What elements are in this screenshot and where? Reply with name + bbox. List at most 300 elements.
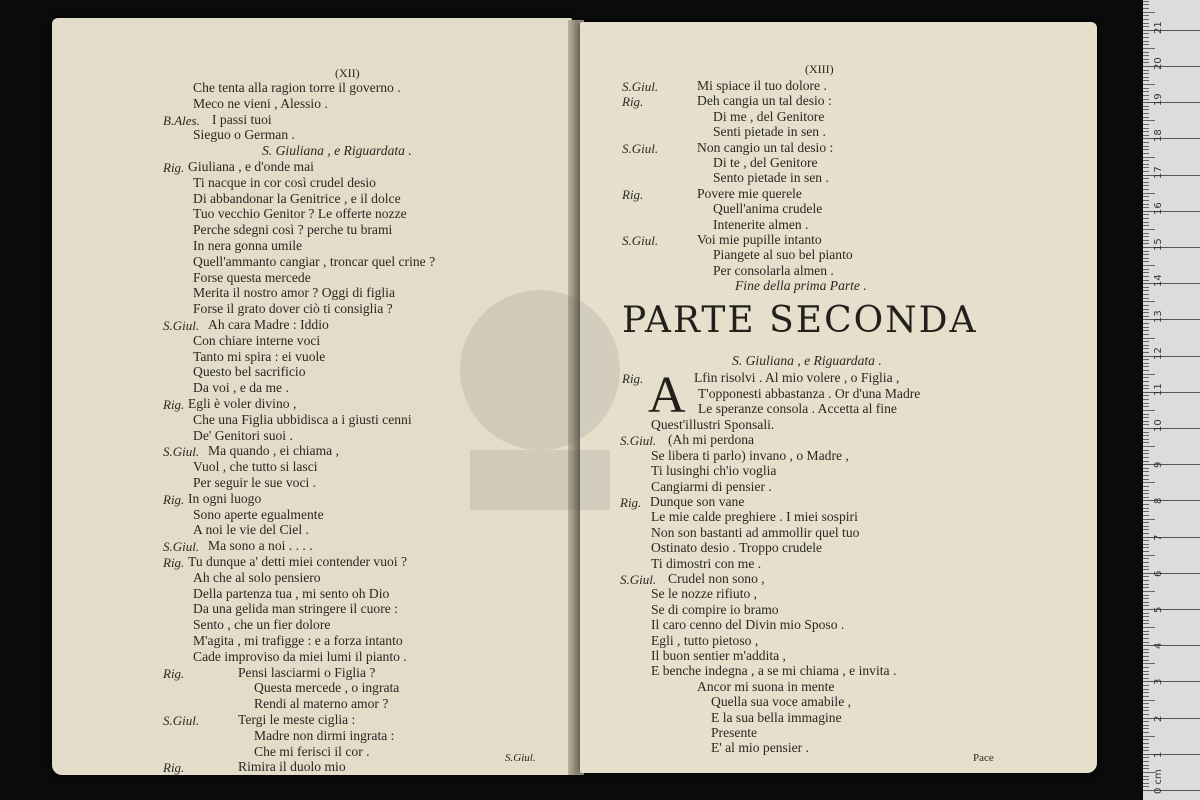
ruler-mm-tick [1143,33,1149,34]
ruler-mm-tick [1143,48,1155,49]
ruler-mm-tick [1143,403,1149,404]
speaker-label: Rig. [163,397,185,412]
ruler-mm-tick [1143,533,1149,534]
ruler-label: 13 [1153,310,1164,324]
right-folio: (XIII) [805,62,834,76]
ruler-label: 8 [1153,498,1164,505]
ruler-mm-tick [1143,233,1149,234]
ruler-mm-tick [1143,77,1149,78]
ruler-mm-tick [1143,747,1149,748]
ruler-mm-tick [1143,551,1149,552]
ruler-mm-tick [1143,272,1149,273]
ruler-mm-tick [1143,421,1149,422]
ruler-mm-tick [1143,341,1149,342]
verse-line: Non cangio un tal desio : [697,139,834,155]
ruler-cm-mark [1143,790,1200,791]
right-catchword: Pace [973,752,994,764]
ruler-mm-tick [1143,453,1149,454]
ruler-mm-tick [1143,193,1155,194]
ruler-label: 19 [1153,93,1164,107]
verse-line: Con chiare interne voci [193,332,321,348]
speaker-label: S.Giul. [622,140,659,156]
ruler-mm-tick [1143,113,1149,114]
speaker-label: Rig. [622,186,644,202]
verse-line: Sento , che un fier dolore [193,617,331,633]
speaker-label: S.Giul. [622,233,659,248]
ruler-mm-tick [1143,576,1149,577]
speaker-label: S.Giul. [620,572,657,587]
ruler-label: 3 [1153,679,1164,686]
ruler-mm-tick [1143,196,1149,197]
verse-line: Ti nacque in cor così crudel desio [193,174,376,190]
ruler-mm-tick [1143,309,1149,310]
ruler-mm-tick [1143,598,1149,599]
ruler-mm-tick [1143,301,1155,302]
ruler-mm-tick [1143,631,1149,632]
ruler-mm-tick [1143,544,1149,545]
verse-line: Tanto mi spira : ei vuole [193,348,326,364]
verse-line: Intenerite almen . [713,216,809,232]
verse-line: Di me , del Genitore [713,108,825,124]
ruler-mm-tick [1143,312,1149,313]
ruler-mm-tick [1143,529,1149,530]
ruler-mm-tick [1143,783,1149,784]
ruler-mm-tick [1143,91,1149,92]
ruler-mm-tick [1143,435,1149,436]
ruler-mm-tick [1143,671,1149,672]
verse-line: E la sua bella immagine [711,709,842,725]
left-folio: (XII) [335,66,360,80]
ruler-mm-tick [1143,41,1149,42]
ruler-mm-tick [1143,642,1149,643]
ruler-mm-tick [1143,685,1149,686]
ruler-cm-mark [1143,356,1200,357]
ruler-mm-tick [1143,479,1149,480]
verse-line: Rendi al materno amor ? [254,696,389,712]
ruler-cm-mark [1143,500,1200,501]
ruler-mm-tick [1143,660,1149,661]
ruler-mm-tick [1143,406,1149,407]
ruler-mm-tick [1143,555,1155,556]
verse-line: Da una gelida man stringere il cuore : [193,601,398,617]
ruler-mm-tick [1143,330,1149,331]
verse-line: T'opponesti abbastanza . Or d'una Madre [698,385,921,401]
ruler-mm-tick [1143,334,1149,335]
speaker-label: S.Giul. [163,444,200,460]
ruler-label: 17 [1153,165,1164,179]
verse-line: Per seguir le sue voci . [193,475,317,490]
speaker-label: S.Giul. [163,318,200,333]
verse-line: Ah cara Madre : Iddio [208,317,329,332]
ruler-mm-tick [1143,258,1149,259]
speaker-label: S.Giul. [163,539,200,555]
ruler-mm-tick [1143,88,1149,89]
ruler-mm-tick [1143,70,1149,71]
ruler-mm-tick [1143,689,1149,690]
ruler-mm-tick [1143,200,1149,201]
verse-line: Questa mercede , o ingrata [254,680,400,696]
ruler-mm-tick [1143,739,1149,740]
ruler-mm-tick [1143,667,1149,668]
ruler-mm-tick [1143,674,1149,675]
verse-line: Egli , tutto pietoso , [651,632,759,648]
verse-line: Giuliana , e d'onde mai [188,159,314,174]
ruler-mm-tick [1143,442,1149,443]
stage-direction: Fine della prima Parte . [735,278,867,294]
ruler-label: 18 [1153,129,1164,143]
ruler-mm-tick [1143,214,1149,215]
ruler-mm-tick [1143,475,1149,476]
ruler-cm-mark [1143,319,1200,320]
ruler-mm-tick [1143,80,1149,81]
ruler-mm-tick [1143,414,1149,415]
ruler-cm-mark [1143,754,1200,755]
speaker-label: Rig. [163,555,185,570]
ruler-cm-mark [1143,175,1200,176]
ruler-cm-mark [1143,609,1200,610]
ruler-mm-tick [1143,106,1149,107]
ruler-mm-tick [1143,446,1155,447]
ruler-mm-tick [1143,236,1149,237]
verse-line: Ostinato desio . Troppo crudele [651,540,823,556]
verse-line: Quest'illustri Sponsali. [651,417,775,432]
verse-line: Forse il grato dover ciò ti consiglia ? [193,301,393,317]
ruler-mm-tick [1143,497,1149,498]
ruler-mm-tick [1143,399,1149,400]
ruler-label: 0 cm [1153,769,1164,794]
stage-direction: S. Giuliana , e Riguardata . [732,353,882,368]
ruler-mm-tick [1143,768,1149,769]
ruler-label: 6 [1153,570,1164,577]
ruler-label: 21 [1153,21,1164,34]
ruler-mm-tick [1143,424,1149,425]
ruler-mm-tick [1143,620,1149,621]
ruler-cm-mark [1143,247,1200,248]
ruler-mm-tick [1143,62,1149,63]
ruler-mm-tick [1143,269,1149,270]
ruler-cm-mark [1143,102,1200,103]
ruler-mm-tick [1143,135,1149,136]
ruler-mm-tick [1143,580,1149,581]
ruler-mm-tick [1143,26,1149,27]
speaker-label: Rig. [163,160,185,175]
verse-line: Che mi ferisci il cor . [254,743,370,759]
verse-line: Non son bastanti ad ammollir quel tuo [651,524,860,540]
ruler-mm-tick [1143,602,1149,603]
verse-line: Da voi , e da me . [193,380,289,396]
ruler-mm-tick [1143,95,1149,96]
ruler-mm-tick [1143,366,1149,367]
drop-capital: A [648,367,686,424]
ruler-mm-tick [1143,558,1149,559]
ruler-mm-tick [1143,721,1149,722]
ruler-mm-tick [1143,388,1149,389]
ruler-mm-tick [1143,374,1155,375]
measuring-ruler [1143,0,1200,800]
ruler-mm-tick [1143,678,1149,679]
ruler-label: 15 [1153,238,1164,251]
ruler-mm-tick [1143,761,1149,762]
verse-line: Deh cangia un tal desio : [697,93,832,109]
ruler-mm-tick [1143,52,1149,53]
ruler-mm-tick [1143,120,1155,121]
ruler-mm-tick [1143,490,1149,491]
ruler-mm-tick [1143,265,1155,266]
ruler-mm-tick [1143,627,1155,628]
ruler-mm-tick [1143,395,1149,396]
ruler-mm-tick [1143,207,1149,208]
verse-line: E' al mio pensier . [711,740,809,756]
ruler-label: 11 [1153,383,1164,396]
ruler-mm-tick [1143,526,1149,527]
verse-line: (Ah mi perdona [668,432,755,448]
ruler-mm-tick [1143,562,1149,563]
ruler-mm-tick [1143,222,1149,223]
ruler-mm-tick [1143,131,1149,132]
verse-line: Senti pietade in sen . [713,124,826,140]
ruler-mm-tick [1143,439,1149,440]
verse-line: Madre non dirmi ingrata : [254,727,395,743]
ruler-mm-tick [1143,167,1149,168]
verse-line: Crudel non sono , [668,571,765,586]
verse-line: Cade improviso da miei lumi il pianto . [193,648,407,664]
ruler-mm-tick [1143,461,1149,462]
ruler-mm-tick [1143,59,1149,60]
ruler-cm-mark [1143,283,1200,284]
verse-line: Se le nozze rifiuto , [651,586,758,602]
ruler-mm-tick [1143,595,1149,596]
ruler-mm-tick [1143,276,1149,277]
verse-line: Per consolarla almen . [713,262,834,278]
ruler-mm-tick [1143,84,1155,85]
verse-line: Tu dunque a' detti miei contender vuoi ? [188,554,408,569]
ruler-mm-tick [1143,229,1155,230]
ruler-mm-tick [1143,99,1149,100]
verse-line: Pensi lasciarmi o Figlia ? [238,664,376,680]
verse-line: Ti lusinghi ch'io voglia [651,463,777,479]
ruler-mm-tick [1143,486,1149,487]
ruler-mm-tick [1143,185,1149,186]
ruler-mm-tick [1143,345,1149,346]
ruler-mm-tick [1143,493,1149,494]
ruler-mm-tick [1143,725,1149,726]
ruler-mm-tick [1143,616,1149,617]
ruler-label: 20 [1153,57,1164,70]
ruler-mm-tick [1143,547,1149,548]
ruler-mm-tick [1143,149,1149,150]
ruler-mm-tick [1143,12,1155,13]
verse-line: A noi le vie del Ciel . [193,522,309,538]
ruler-mm-tick [1143,736,1155,737]
verse-line: Tuo vecchio Genitor ? Le offerte nozze [193,206,407,222]
ruler-mm-tick [1143,359,1149,360]
ruler-mm-tick [1143,240,1149,241]
ruler-mm-tick [1143,348,1149,349]
ruler-mm-tick [1143,385,1149,386]
ruler-mm-tick [1143,298,1149,299]
ruler-label: 4 [1153,642,1164,650]
ruler-mm-tick [1143,482,1155,483]
verse-line: Ancor mi suona in mente [697,678,835,694]
ruler-mm-tick [1143,743,1149,744]
verse-line: Quell'ammanto cangiar , troncar quel crine ? [193,253,436,269]
ruler-mm-tick [1143,305,1149,306]
verse-line: Mi spiace il tuo dolore . [697,78,827,93]
ruler-mm-tick [1143,218,1149,219]
ruler-mm-tick [1143,776,1149,777]
ruler-mm-tick [1143,540,1149,541]
ruler-label: 7 [1153,534,1164,541]
verse-line: Piangete al suo bel pianto [713,247,853,263]
verse-line: Di abbandonar la Genitrice , e il dolce [193,190,401,206]
ruler-mm-tick [1143,363,1149,364]
ruler-mm-tick [1143,23,1149,24]
ruler-mm-tick [1143,55,1149,56]
verse-line: Quella sua voce amabile , [711,694,852,710]
ruler-cm-mark [1143,645,1200,646]
speaker-label: Rig. [163,665,185,681]
ruler-label: 10 [1153,419,1164,432]
ruler-mm-tick [1143,370,1149,371]
verse-line: Presente [711,725,758,740]
verse-line: M'agita , mi trafigge : e a forza intanto [193,633,403,648]
ruler-mm-tick [1143,117,1149,118]
ruler-mm-tick [1143,153,1149,154]
ruler-cm-mark [1143,138,1200,139]
verse-line: Le speranze consola . Accetta al fine [698,401,897,416]
ruler-mm-tick [1143,182,1149,183]
ruler-mm-tick [1143,4,1149,5]
verse-line: Sieguo o German . [193,127,295,143]
verse-line: Che tenta alla ragion torre il governo . [193,80,401,95]
watermark-logo [430,270,650,520]
verse-line: Ma sono a noi . . . . [208,538,313,554]
ruler-mm-tick [1143,410,1155,411]
ruler-mm-tick [1143,261,1149,262]
verse-line: Tergi le meste ciglia : [238,712,356,727]
verse-line: Se di compire io bramo [651,601,779,617]
ruler-mm-tick [1143,1,1149,2]
left-catchword: S.Giul. [505,752,536,764]
ruler-mm-tick [1143,508,1149,509]
ruler-mm-tick [1143,587,1149,588]
verse-line: Forse questa mercede [193,269,311,285]
verse-line: Ah che al solo pensiero [193,569,321,585]
ruler-mm-tick [1143,377,1149,378]
ruler-mm-tick [1143,128,1149,129]
ruler-mm-tick [1143,290,1149,291]
verse-line: Ma quando , ei chiama , [208,443,339,459]
ruler-mm-tick [1143,164,1149,165]
speaker-label: S.Giul. [163,713,200,728]
verse-line: Il buon sentier m'addita , [651,648,786,663]
verse-line: Cangiarmi di pensier . [651,478,772,494]
verse-line: Sono aperte egualmente [193,506,324,522]
ruler-cm-mark [1143,464,1200,465]
ruler-mm-tick [1143,146,1149,147]
ruler-mm-tick [1143,638,1149,639]
ruler-mm-tick [1143,750,1149,751]
verse-line: I passi tuoi [212,111,272,127]
speaker-label: Rig. [163,491,185,507]
ruler-mm-tick [1143,44,1149,45]
verse-line: Perche sdegni così ? perche tu brami [193,222,393,238]
speaker-label: Rig. [622,371,644,386]
ruler-cm-mark [1143,211,1200,212]
ruler-label: 5 [1153,606,1164,613]
verse-line: In ogni luogo [188,490,262,506]
speaker-label: S.Giul. [620,433,657,449]
verse-line: Dunque son vane [650,494,745,509]
ruler-mm-tick [1143,323,1149,324]
verse-line: Rimira il duolo mio [238,759,346,775]
ruler-mm-tick [1143,381,1149,382]
ruler-mm-tick [1143,663,1155,664]
verse-line: Il caro cenno del Divin mio Sposo . [651,617,845,633]
ruler-mm-tick [1143,8,1149,9]
speaker-label: Rig. [163,760,185,776]
ruler-mm-tick [1143,649,1149,650]
ruler-mm-tick [1143,732,1149,733]
ruler-mm-tick [1143,692,1149,693]
verse-line: Sento pietade in sen . [713,170,829,186]
verse-line: Merita il nostro amor ? Oggi di figlia [193,285,395,301]
stage-direction: S. Giuliana , e Riguardata . [262,143,412,159]
ruler-label: 9 [1153,461,1164,469]
verse-line: Di te , del Genitore [713,155,818,170]
ruler-mm-tick [1143,757,1149,758]
ruler-cm-mark [1143,573,1200,574]
ruler-mm-tick [1143,204,1149,205]
ruler-mm-tick [1143,338,1155,339]
ruler-label: 2 [1153,715,1164,722]
ruler-cm-mark [1143,392,1200,393]
verse-line: Ti dimostri con me . [651,555,762,571]
verse-line: Della partenza tua , mi sento oh Dio [193,585,390,601]
ruler-mm-tick [1143,468,1149,469]
ruler-mm-tick [1143,696,1149,697]
ruler-mm-tick [1143,142,1149,143]
ruler-mm-tick [1143,511,1149,512]
ruler-mm-tick [1143,605,1149,606]
verse-line: Povere mie querele [697,185,802,201]
ruler-cm-mark [1143,66,1200,67]
ruler-mm-tick [1143,251,1149,252]
verse-line: Quell'anima crudele [713,201,823,217]
ruler-mm-tick [1143,109,1149,110]
ruler-mm-tick [1143,471,1149,472]
ruler-cm-mark [1143,428,1200,429]
ruler-mm-tick [1143,656,1149,657]
verse-line: De' Genitori suoi . [193,427,293,443]
speaker-label: S.Giul. [622,79,659,94]
ruler-mm-tick [1143,254,1149,255]
ruler-mm-tick [1143,160,1149,161]
ruler-mm-tick [1143,37,1149,38]
section-heading: PARTE SECONDA [622,300,978,341]
ruler-mm-tick [1143,432,1149,433]
speaker-label: B.Ales. [163,112,200,128]
ruler-mm-tick [1143,765,1149,766]
ruler-mm-tick [1143,591,1155,592]
ruler-mm-tick [1143,504,1149,505]
ruler-mm-tick [1143,786,1149,787]
verse-line: E benche indegna , a se mi chiama , e invita . [651,663,897,679]
ruler-mm-tick [1143,707,1149,708]
ruler-mm-tick [1143,728,1149,729]
ruler-mm-tick [1143,19,1149,20]
ruler-label: 1 [1153,751,1164,758]
